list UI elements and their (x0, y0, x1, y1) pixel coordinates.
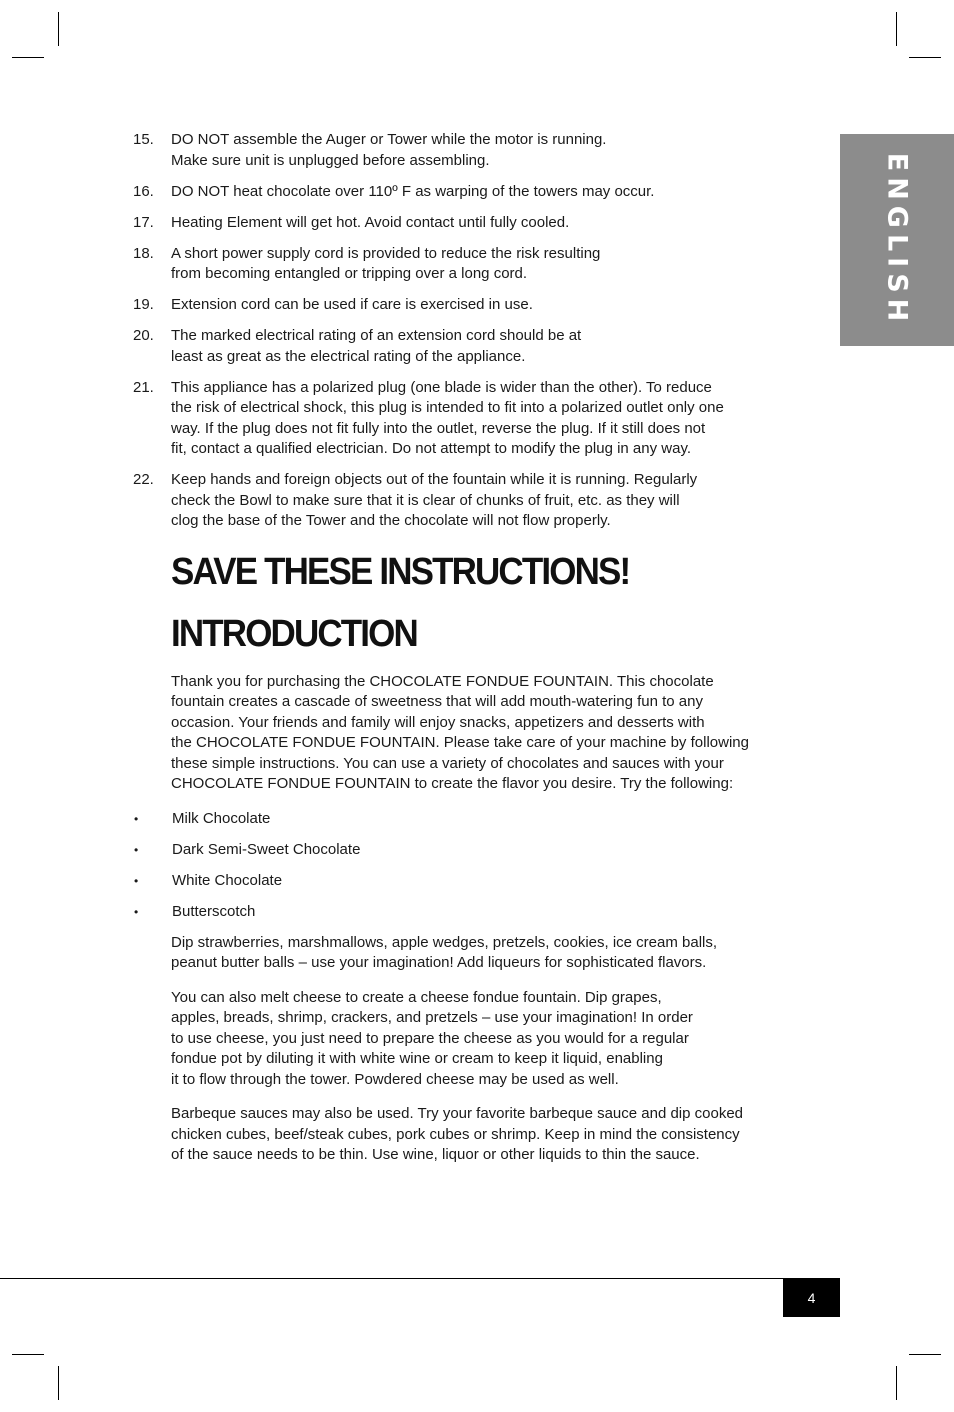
page-content (133, 130, 773, 1180)
crop-mark (12, 1354, 44, 1355)
list-item: 15. DO NOT assemble the Auger or Tower while the motor is running. Make sure unit is unplugged before assembling. (133, 131, 607, 169)
language-tab-label: ENGLISH (881, 152, 913, 328)
page-number: 4 (807, 1289, 816, 1306)
crop-mark (909, 57, 941, 58)
introduction-heading: INTRODUCTION (171, 612, 417, 655)
list-item: • Butterscotch (134, 902, 256, 920)
cheese-paragraph: You can also melt cheese to create a cheese fondue fountain. Dip grapes, apples, breads, shrimp, crackers, and pretzels – use your imagination! In order to use cheese, you just need to prepare the cheese as you would for a regular fondue pot by diluting it with white wine or cream to keep it liquid, enabling it to flow through the tower. Powdered cheese may be used as well. (171, 988, 693, 1088)
save-instructions-heading: SAVE THESE INSTRUCTIONS! (171, 550, 630, 593)
footer-rule (0, 1278, 840, 1279)
list-item: 22. Keep hands and foreign objects out of the fountain while it is running. Regularly check the Bowl to make sure that it is clear of chunks of fruit, etc. as they will clog the base of the Tower and the chocolate will not flow properly. (133, 471, 698, 529)
intro-paragraph: Thank you for purchasing the CHOCOLATE FONDUE FOUNTAIN. This chocolate fountain creates a cascade of sweetness that will add mouth-watering fun to any occasion. Your friends and family will enjoy snacks, appetizers and desserts with the CHOCOLATE FONDUE FOUNTAIN. Please take care of your machine by following these simple instructions. You can use a variety of chocolates and sauces with your CHOCOLATE FONDUE FOUNTAIN to create the flavor you desire. Try the following: (171, 672, 749, 792)
page-number-box (783, 1278, 840, 1317)
crop-mark (12, 57, 44, 58)
crop-mark (909, 1354, 941, 1355)
list-item: • Milk Chocolate (134, 809, 271, 827)
safety-list (133, 130, 773, 532)
list-item: 17. Heating Element will get hot. Avoid contact until fully cooled. (133, 213, 570, 231)
list-item: • Dark Semi-Sweet Chocolate (134, 840, 361, 858)
list-item: 19. Extension cord can be used if care is exercised in use. (133, 296, 533, 313)
list-item: 20. The marked electrical rating of an extension cord should be at least as great as the electrical rating of the appliance. (133, 327, 582, 365)
crop-mark (58, 1366, 59, 1400)
crop-mark (896, 12, 897, 46)
bbq-paragraph: Barbeque sauces may also be used. Try your favorite barbeque sauce and dip cooked chicken cubes, beef/steak cubes, pork cubes or shrimp. Keep in mind the consistency of the sauce needs to be thin. Use wine, liquor or other liquids to thin the sauce. (171, 1105, 744, 1163)
crop-mark (896, 1366, 897, 1400)
list-item: • White Chocolate (134, 871, 283, 889)
list-item: 21. This appliance has a polarized plug (one blade is wider than the other). To reduce the risk of electrical shock, this plug is intended to fit into a polarized outlet only one way. If the plug does not fit fully into the outlet, reverse the plug. If it still does not fit, contact a qualified electrician. Do not attempt to modify the plug in any way. (133, 378, 724, 457)
list-item: 16. DO NOT heat chocolate over 110º F as warping of the towers may occur. (133, 182, 655, 200)
crop-mark (58, 12, 59, 46)
language-tab (840, 134, 954, 346)
dip-paragraph: Dip strawberries, marshmallows, apple wedges, pretzels, cookies, ice cream balls, peanut butter balls – use your imagination! Add liqueurs for sophisticated flavors. (171, 933, 718, 971)
chocolate-list (133, 809, 773, 923)
list-item: 18. A short power supply cord is provided to reduce the risk resulting from becoming entangled or tripping over a long cord. (133, 244, 601, 282)
